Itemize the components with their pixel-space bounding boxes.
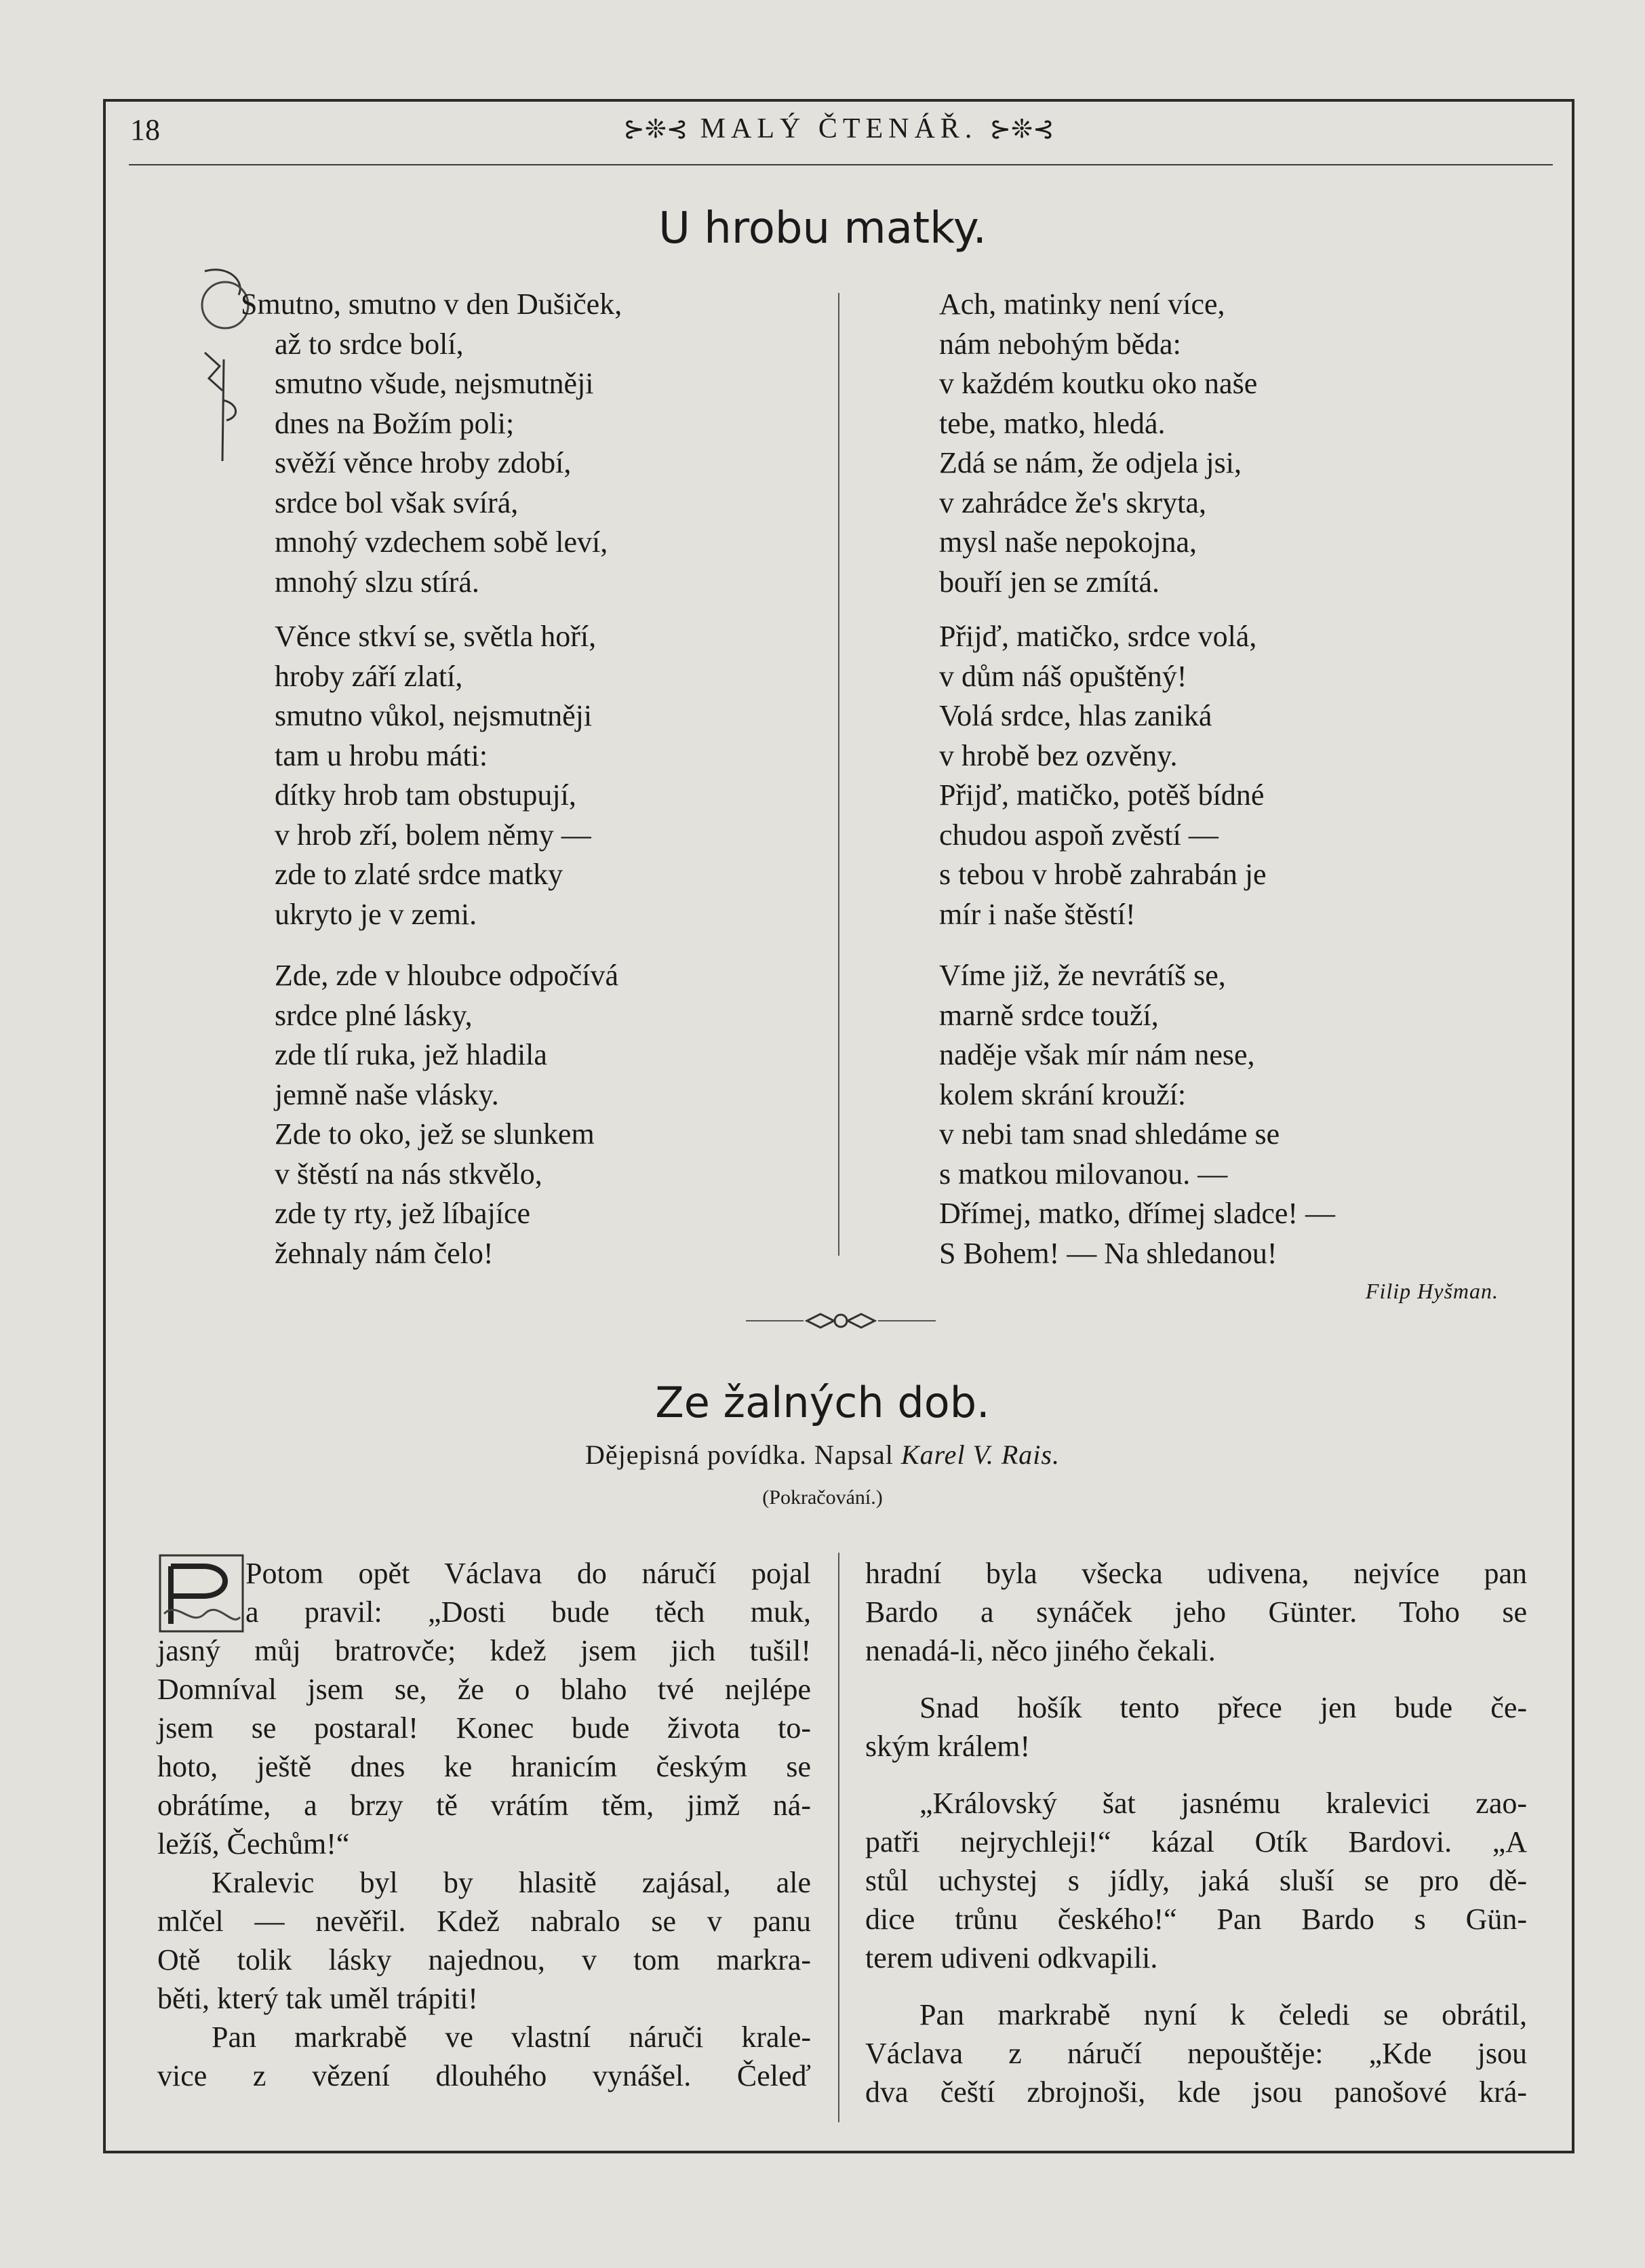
- verse-line: Přijď, matičko, srdce volá,: [939, 620, 1257, 653]
- running-header: [103, 113, 1574, 153]
- page-number: 18: [130, 113, 160, 146]
- ornament-separator-icon: [746, 1307, 936, 1334]
- verse-line: S Bohem! — Na shledanou!: [939, 1236, 1277, 1270]
- verse-line: Zdá se nám, že odjela jsi,: [939, 446, 1242, 479]
- paragraph-line: hoto, ještě dnes ke hranicím českým se: [157, 1750, 811, 1783]
- verse-line: srdce bol však svírá,: [275, 485, 519, 519]
- story-column-left: [157, 1554, 811, 2095]
- verse-line: Zde, zde v hloubce odpočívá: [275, 959, 619, 992]
- poem-stanza: [275, 617, 596, 934]
- verse-line: jemně naše vlásky.: [275, 1077, 499, 1111]
- paragraph-line: jasný můj bratrovče; kdež jsem jich tušil!: [157, 1634, 811, 1667]
- ornament-right-icon: ⊱❊⊰: [989, 115, 1054, 144]
- verse-line: ukryto je v zemi.: [275, 897, 477, 931]
- verse-line: s matkou milovanou. —: [939, 1157, 1228, 1191]
- poem-stanza: [939, 617, 1267, 934]
- running-title-group: [103, 113, 1574, 145]
- verse-line: marně srdce touží,: [939, 998, 1159, 1032]
- verse-line: svěží věnce hroby zdobí,: [275, 446, 572, 479]
- paragraph-line: Kralevic byl by hlasitě zajásal, ale: [212, 1866, 811, 1899]
- paragraph-line: Snad hošík tento přece jen bude če-: [919, 1691, 1527, 1724]
- story-author: Karel V. Rais.: [900, 1439, 1060, 1470]
- paragraph-line: Domníval jsem se, že o blaho tvé nejlépe: [157, 1673, 811, 1706]
- paragraph-line: Pan markrabě ve vlastní náruči krale-: [212, 2021, 811, 2054]
- verse-line: Ach, matinky není více,: [939, 287, 1225, 321]
- verse-line: dnes na Božím poli;: [275, 406, 515, 440]
- paragraph-line: nenadá-li, něco jiného čekali.: [865, 1634, 1216, 1667]
- paragraph-line: vice z vězení dlouhého vynášel. Čeleď: [157, 2059, 811, 2092]
- paragraph-line: dva čeští zbrojnoši, kde jsou panošové krá-: [865, 2075, 1527, 2109]
- verse-line: chudou aspoň zvěstí —: [939, 818, 1218, 852]
- verse-line: smutno vůkol, nejsmutněji: [275, 699, 593, 732]
- verse-line: Víme již, že nevrátíš se,: [939, 959, 1226, 992]
- verse-line: tebe, matko, hledá.: [939, 406, 1166, 440]
- verse-line: Dřímej, matko, dřímej sladce! —: [939, 1197, 1336, 1230]
- paragraph-line: Potom opět Václava do náručí pojal: [245, 1557, 811, 1590]
- paragraph-line: dice trůnu českého!“ Pan Bardo s Gün-: [865, 1903, 1527, 1936]
- verse-line: v každém koutku oko naše: [939, 367, 1258, 400]
- verse-line: dítky hrob tam obstupují,: [275, 778, 576, 812]
- story-column-right: [865, 1554, 1527, 2111]
- paragraph-line: Pan markrabě nyní k čeledi se obrátil,: [919, 1998, 1527, 2031]
- verse-line: naděje však mír nám nese,: [939, 1038, 1255, 1071]
- header-rule: [129, 164, 1553, 165]
- paragraph-line: a pravil: „Dosti bude těch muk,: [245, 1595, 811, 1629]
- verse-line: v štěstí na nás stkvělo,: [275, 1157, 542, 1191]
- poem-signature: Filip Hyšman.: [1365, 1279, 1499, 1303]
- story-genre-byline: Dějepisná povídka. Napsal: [585, 1439, 894, 1470]
- verse-line: žehnaly nám čelo!: [275, 1236, 494, 1270]
- ornament-left-icon: ⊱❊⊰: [623, 115, 688, 144]
- poem-stanza: [939, 285, 1257, 602]
- poem-stanza: [275, 956, 618, 1273]
- paragraph-line: terem udiveni odkvapili.: [865, 1941, 1158, 1974]
- poem-title: U hrobu matky.: [658, 203, 987, 254]
- paragraph-line: obrátíme, a brzy tě vrátím těm, jimž ná-: [157, 1789, 811, 1822]
- story-subtitle: [0, 1439, 1645, 1471]
- verse-line: Smutno, smutno v den Dušiček,: [241, 287, 622, 321]
- poem-stanza: [241, 285, 622, 602]
- verse-line: zde ty rty, jež líbajíce: [275, 1197, 531, 1230]
- continuation-note: (Pokračování.): [762, 1486, 883, 1509]
- paragraph-line: běti, který tak uměl trápiti!: [157, 1982, 478, 2015]
- verse-line: Zde to oko, jež se slunkem: [275, 1117, 595, 1151]
- verse-line: v hrob zří, bolem němy —: [275, 818, 591, 852]
- paragraph-line: Václava z náručí nepouštěje: „Kde jsou: [865, 2037, 1527, 2070]
- paragraph-line: mlčel — nevěřil. Kdež nabralo se v panu: [157, 1905, 811, 1938]
- verse-line: kolem skrání krouží:: [939, 1077, 1187, 1111]
- paragraph-line: stůl uchystej s jídly, jaká sluší se pro dě-: [865, 1864, 1527, 1897]
- verse-line: mír i naše štěstí!: [939, 897, 1136, 931]
- paragraph-line: hradní byla všecka udivena, nejvíce pan: [865, 1557, 1527, 1590]
- running-title: MALÝ ČTENÁŘ.: [700, 113, 978, 144]
- paragraph-line: ským králem!: [865, 1730, 1031, 1763]
- verse-line: v zahrádce že's skryta,: [939, 485, 1206, 519]
- verse-line: až to srdce bolí,: [275, 327, 464, 361]
- paragraph-line: Otě tolik lásky najednou, v tom markra-: [157, 1943, 811, 1976]
- story-title: Ze žalných dob.: [655, 1378, 990, 1427]
- story-column-divider: [838, 1553, 839, 2122]
- verse-line: Volá srdce, hlas zaniká: [939, 699, 1212, 732]
- paragraph-line: jsem se postaral! Konec bude života to-: [157, 1711, 811, 1745]
- verse-line: Přijď, matičko, potěš bídné: [939, 778, 1265, 812]
- verse-line: v hrobě bez ozvěny.: [939, 738, 1178, 772]
- verse-line: mysl naše nepokojna,: [939, 525, 1197, 559]
- paragraph-line: Bardo a synáček jeho Günter. Toho se: [865, 1595, 1527, 1629]
- paragraph-line: patři nejrychleji!“ kázal Otík Bardovi. „A: [865, 1825, 1527, 1858]
- paragraph-line: ležíš, Čechům!“: [157, 1827, 350, 1861]
- poem-stanza: [939, 956, 1335, 1273]
- verse-line: hroby září zlatí,: [275, 659, 463, 693]
- verse-line: srdce plné lásky,: [275, 998, 473, 1032]
- poem-column-divider: [838, 293, 839, 1256]
- verse-line: zde tlí ruka, jež hladila: [275, 1038, 547, 1071]
- verse-line: Věnce stkví se, světla hoří,: [275, 620, 597, 653]
- verse-line: mnohý vzdechem sobě leví,: [275, 525, 608, 559]
- verse-line: tam u hrobu máti:: [275, 738, 488, 772]
- verse-line: v nebi tam snad shledáme se: [939, 1117, 1280, 1151]
- verse-line: s tebou v hrobě zahrabán je: [939, 858, 1267, 891]
- verse-line: v dům náš opuštěný!: [939, 659, 1187, 693]
- verse-line: smutno všude, nejsmutněji: [275, 367, 594, 400]
- paragraph-line: „Královský šat jasnému kralevici zao-: [919, 1787, 1527, 1820]
- verse-line: nám nebohým běda:: [939, 327, 1181, 361]
- verse-line: mnohý slzu stírá.: [275, 565, 479, 599]
- verse-line: zde to zlaté srdce matky: [275, 858, 563, 891]
- verse-line: bouří jen se zmítá.: [939, 565, 1160, 599]
